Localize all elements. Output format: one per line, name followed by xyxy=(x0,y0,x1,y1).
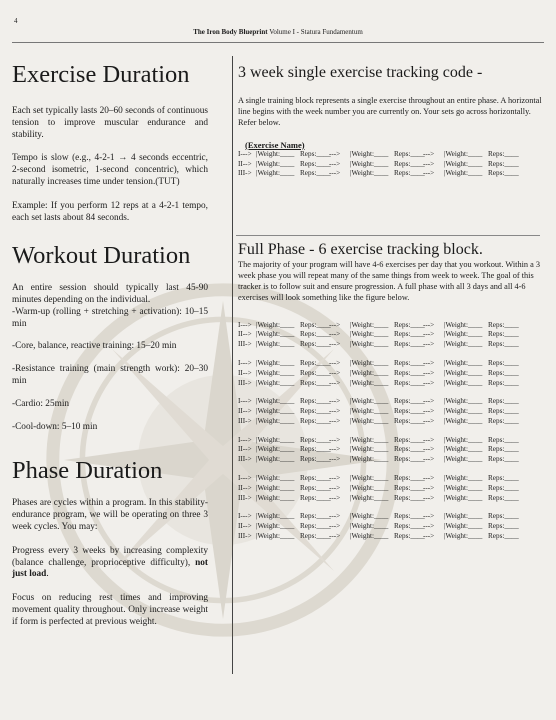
weight-field[interactable]: |Weight:____ xyxy=(444,368,483,377)
page-number: 4 xyxy=(14,17,18,25)
single-tracker-desc: A single training block represents a single exercise throughout an entire phase. A horizontal line begins with the week number you are currently on. Your sets go across horizontally. Refer below. xyxy=(238,96,542,127)
phase-duration-p2-end: . xyxy=(46,569,49,580)
workout-core: -Core, balance, reactive training: 15–20 min xyxy=(12,341,177,352)
reps-field[interactable]: Reps:____ xyxy=(300,416,331,425)
reps-field[interactable]: Reps:____ xyxy=(394,378,425,387)
reps-field[interactable]: Reps:____ xyxy=(488,330,519,339)
arrow-field: ---> xyxy=(329,493,341,502)
weight-field[interactable]: |Weight:____ xyxy=(350,340,389,349)
weight-field[interactable]: |Weight:____ xyxy=(350,149,389,158)
workout-cardio: -Cardio: 25min xyxy=(12,398,70,409)
weight-field[interactable]: |Weight:____ xyxy=(444,522,483,531)
tracker-row xyxy=(238,379,542,389)
reps-field[interactable]: Reps:____ xyxy=(488,169,519,178)
phase-duration-p2 xyxy=(12,546,208,581)
weight-field[interactable]: |Weight:____ xyxy=(350,522,389,531)
weight-field[interactable]: |Weight:____ xyxy=(256,368,295,377)
week-label: II--> xyxy=(238,159,252,168)
single-tracker-section xyxy=(238,64,542,179)
week-label: I---> xyxy=(238,512,252,521)
weight-field[interactable]: |Weight:____ xyxy=(444,340,483,349)
weight-field[interactable]: |Weight:____ xyxy=(256,407,295,416)
reps-field[interactable]: Reps:____ xyxy=(394,169,425,178)
weight-field[interactable]: |Weight:____ xyxy=(350,169,389,178)
reps-field[interactable]: Reps:____ xyxy=(300,340,331,349)
reps-field[interactable]: Reps:____ xyxy=(488,483,519,492)
reps-field[interactable]: Reps:____ xyxy=(300,532,331,541)
weight-field[interactable]: |Weight:____ xyxy=(444,474,483,483)
arrow-field: ---> xyxy=(423,397,435,406)
workout-resistance: -Resistance training (main strength work): 20–30 min xyxy=(12,364,208,387)
reps-field[interactable]: Reps:____ xyxy=(300,320,331,329)
reps-field[interactable]: Reps:____ xyxy=(300,483,331,492)
weight-field[interactable]: |Weight:____ xyxy=(256,493,295,502)
book-subtitle: Volume I - Statura Fundamentum xyxy=(269,28,363,36)
tracker-row xyxy=(238,494,542,504)
reps-field[interactable]: Reps:____ xyxy=(394,397,425,406)
full-phase-section xyxy=(238,241,542,551)
reps-field[interactable]: Reps:____ xyxy=(300,512,331,521)
arrow-field: ---> xyxy=(329,149,341,158)
weight-field[interactable]: |Weight:____ xyxy=(444,159,483,168)
reps-field[interactable]: Reps:____ xyxy=(394,407,425,416)
reps-field[interactable]: Reps:____ xyxy=(488,455,519,464)
arrow-field: ---> xyxy=(423,532,435,541)
weight-field[interactable]: |Weight:____ xyxy=(256,378,295,387)
week-label: III-> xyxy=(238,169,252,178)
tracker-row xyxy=(238,522,542,532)
reps-field[interactable]: Reps:____ xyxy=(300,378,331,387)
reps-field[interactable]: Reps:____ xyxy=(394,455,425,464)
header-rule xyxy=(12,42,544,43)
arrow-field: ---> xyxy=(329,340,341,349)
full-phase-desc: The majority of your program will have 4-6 exercises per day that you workout. Within a 3 week phase you will repeat many of the same things from week to week. The goal of this tracker is to follow suit and ensure progression. A full phase with all 3 days and all 4-6 exercises will look something like the figure below. xyxy=(238,260,541,302)
phase-duration-p3: Focus on reducing rest times and improving movement quality throughout. Only increase weight if form is perfected at previous weight. xyxy=(12,593,208,627)
reps-field[interactable]: Reps:____ xyxy=(300,330,331,339)
weight-field[interactable]: |Weight:____ xyxy=(256,435,295,444)
reps-field[interactable]: Reps:____ xyxy=(394,340,425,349)
section-rule xyxy=(236,235,540,236)
reps-field[interactable]: Reps:____ xyxy=(394,159,425,168)
reps-field[interactable]: Reps:____ xyxy=(300,397,331,406)
exercise-tracker-group xyxy=(238,321,542,350)
weight-field[interactable]: |Weight:____ xyxy=(256,397,295,406)
weight-field[interactable]: |Weight:____ xyxy=(444,445,483,454)
reps-field[interactable]: Reps:____ xyxy=(488,407,519,416)
tracker-row xyxy=(238,369,542,379)
weight-field[interactable]: |Weight:____ xyxy=(444,512,483,521)
arrow-field: ---> xyxy=(423,512,435,521)
exercise-duration-p2: Tempo is slow (e.g., 4-2-1 → 4 seconds eccentric, 2-second isometric, 1-second concentric), which naturally increases time under tension.(TUT) xyxy=(12,153,208,187)
weight-field[interactable]: |Weight:____ xyxy=(350,368,389,377)
weight-field[interactable]: |Weight:____ xyxy=(256,320,295,329)
column-divider xyxy=(232,56,233,674)
reps-field[interactable]: Reps:____ xyxy=(300,149,331,158)
week-label: II--> xyxy=(238,445,252,454)
arrow-field: ---> xyxy=(329,474,341,483)
arrow-field: ---> xyxy=(423,455,435,464)
arrow-field: ---> xyxy=(329,407,341,416)
weight-field[interactable]: |Weight:____ xyxy=(256,532,295,541)
arrow-field: ---> xyxy=(329,512,341,521)
week-label: III-> xyxy=(238,532,252,541)
week-label: II--> xyxy=(238,368,252,377)
week-label: II--> xyxy=(238,522,252,531)
full-phase-tracker xyxy=(238,321,542,542)
weight-field[interactable]: |Weight:____ xyxy=(256,416,295,425)
weight-field[interactable]: |Weight:____ xyxy=(350,397,389,406)
arrow-field: ---> xyxy=(329,378,341,387)
week-label: III-> xyxy=(238,493,252,502)
reps-field[interactable]: Reps:____ xyxy=(488,522,519,531)
reps-field[interactable]: Reps:____ xyxy=(300,435,331,444)
reps-field[interactable]: Reps:____ xyxy=(488,474,519,483)
arrow-field: ---> xyxy=(329,455,341,464)
arrow-field: ---> xyxy=(423,320,435,329)
weight-field[interactable]: |Weight:____ xyxy=(350,474,389,483)
exercise-duration-heading: Exercise Duration xyxy=(12,61,190,88)
weight-field[interactable]: |Weight:____ xyxy=(444,397,483,406)
exercise-tracker-group xyxy=(238,359,542,388)
phase-duration-heading: Phase Duration xyxy=(12,457,163,485)
week-label: III-> xyxy=(238,455,252,464)
weight-field[interactable]: |Weight:____ xyxy=(444,169,483,178)
arrow-field: ---> xyxy=(423,483,435,492)
tracker-row xyxy=(238,150,542,160)
arrow-field: ---> xyxy=(423,330,435,339)
reps-field[interactable]: Reps:____ xyxy=(488,532,519,541)
arrow-field: ---> xyxy=(329,330,341,339)
reps-field[interactable]: Reps:____ xyxy=(488,397,519,406)
reps-field[interactable]: Reps:____ xyxy=(394,445,425,454)
reps-field[interactable]: Reps:____ xyxy=(394,368,425,377)
arrow-field: ---> xyxy=(329,368,341,377)
weight-field[interactable]: |Weight:____ xyxy=(256,330,295,339)
reps-field[interactable]: Reps:____ xyxy=(394,435,425,444)
week-label: I---> xyxy=(238,149,252,158)
arrow-field: ---> xyxy=(329,169,341,178)
weight-field[interactable]: |Weight:____ xyxy=(444,493,483,502)
reps-field[interactable]: Reps:____ xyxy=(394,512,425,521)
reps-field[interactable]: Reps:____ xyxy=(300,493,331,502)
week-label: II--> xyxy=(238,483,252,492)
arrow-field: ---> xyxy=(423,407,435,416)
weight-field[interactable]: |Weight:____ xyxy=(350,455,389,464)
tracker-row xyxy=(238,474,542,484)
reps-field[interactable]: Reps:____ xyxy=(394,149,425,158)
workout-duration-heading: Workout Duration xyxy=(12,242,191,270)
reps-field[interactable]: Reps:____ xyxy=(488,435,519,444)
arrow-field: ---> xyxy=(329,483,341,492)
arrow-field: ---> xyxy=(423,474,435,483)
weight-field[interactable]: |Weight:____ xyxy=(350,435,389,444)
reps-field[interactable]: Reps:____ xyxy=(488,340,519,349)
reps-field[interactable]: Reps:____ xyxy=(488,320,519,329)
weight-field[interactable]: |Weight:____ xyxy=(256,340,295,349)
tracker-row xyxy=(238,436,542,446)
week-label: I---> xyxy=(238,320,252,329)
weight-field[interactable]: |Weight:____ xyxy=(444,435,483,444)
exercise-duration-p3: Example: If you perform 12 reps at a 4-2-1 tempo, each set lasts about 84 seconds. xyxy=(12,200,208,223)
reps-field[interactable]: Reps:____ xyxy=(394,532,425,541)
weight-field[interactable]: |Weight:____ xyxy=(350,483,389,492)
reps-field[interactable]: Reps:____ xyxy=(488,368,519,377)
book-title: The Iron Body Blueprint xyxy=(193,28,268,36)
single-tracker-block xyxy=(238,150,542,179)
reps-field[interactable]: Reps:____ xyxy=(488,149,519,158)
tracker-row xyxy=(238,417,542,427)
weight-field[interactable]: |Weight:____ xyxy=(350,159,389,168)
reps-field[interactable]: Reps:____ xyxy=(394,358,425,367)
weight-field[interactable]: |Weight:____ xyxy=(256,522,295,531)
tracker-row xyxy=(238,330,542,340)
arrow-field: ---> xyxy=(423,358,435,367)
arrow-field: ---> xyxy=(423,159,435,168)
reps-field[interactable]: Reps:____ xyxy=(394,522,425,531)
tracker-row xyxy=(238,359,542,369)
weight-field[interactable]: |Weight:____ xyxy=(444,149,483,158)
arrow-field: ---> xyxy=(329,397,341,406)
weight-field[interactable]: |Weight:____ xyxy=(256,445,295,454)
reps-field[interactable]: Reps:____ xyxy=(300,455,331,464)
reps-field[interactable]: Reps:____ xyxy=(300,159,331,168)
reps-field[interactable]: Reps:____ xyxy=(394,320,425,329)
weight-field[interactable]: |Weight:____ xyxy=(256,474,295,483)
weight-field[interactable]: |Weight:____ xyxy=(350,407,389,416)
tracker-row xyxy=(238,340,542,350)
arrow-field: ---> xyxy=(423,435,435,444)
weight-field[interactable]: |Weight:____ xyxy=(350,512,389,521)
full-phase-heading: Full Phase - 6 exercise tracking block. xyxy=(238,241,483,258)
weight-field[interactable]: |Weight:____ xyxy=(350,445,389,454)
weight-field[interactable]: |Weight:____ xyxy=(444,483,483,492)
weight-field[interactable]: |Weight:____ xyxy=(350,416,389,425)
tracker-row xyxy=(238,512,542,522)
weight-field[interactable]: |Weight:____ xyxy=(256,149,295,158)
reps-field[interactable]: Reps:____ xyxy=(394,330,425,339)
arrow-field: ---> xyxy=(329,445,341,454)
weight-field[interactable]: |Weight:____ xyxy=(444,378,483,387)
arrow-field: ---> xyxy=(329,532,341,541)
arrow-field: ---> xyxy=(423,340,435,349)
weight-field[interactable]: |Weight:____ xyxy=(350,378,389,387)
reps-field[interactable]: Reps:____ xyxy=(300,358,331,367)
reps-field[interactable]: Reps:____ xyxy=(488,445,519,454)
single-tracker-heading: 3 week single exercise tracking code - xyxy=(238,64,483,81)
reps-field[interactable]: Reps:____ xyxy=(488,512,519,521)
arrow-field: ---> xyxy=(423,378,435,387)
arrow-field: ---> xyxy=(329,522,341,531)
weight-field[interactable]: |Weight:____ xyxy=(444,455,483,464)
workout-cooldown: -Cool-down: 5–10 min xyxy=(12,421,98,432)
weight-field[interactable]: |Weight:____ xyxy=(444,330,483,339)
arrow-field: ---> xyxy=(423,368,435,377)
reps-field[interactable]: Reps:____ xyxy=(394,474,425,483)
week-label: III-> xyxy=(238,416,252,425)
weight-field[interactable]: |Weight:____ xyxy=(350,358,389,367)
tracker-row xyxy=(238,455,542,465)
exercise-tracker-group xyxy=(238,512,542,541)
weight-field[interactable]: |Weight:____ xyxy=(444,532,483,541)
tracker-row xyxy=(238,321,542,331)
reps-field[interactable]: Reps:____ xyxy=(300,169,331,178)
tracker-row xyxy=(238,407,542,417)
exercise-duration-p1: Each set typically lasts 20–60 seconds of continuous tension to improve muscular endurance and stability. xyxy=(12,105,208,140)
tracker-row xyxy=(238,160,542,170)
arrow-field: ---> xyxy=(423,149,435,158)
week-label: III-> xyxy=(238,340,252,349)
weight-field[interactable]: |Weight:____ xyxy=(444,320,483,329)
phase-duration-p2-bold: not just load xyxy=(12,557,208,580)
weight-field[interactable]: |Weight:____ xyxy=(256,159,295,168)
week-label: II--> xyxy=(238,330,252,339)
weight-field[interactable]: |Weight:____ xyxy=(256,512,295,521)
arrow-field: ---> xyxy=(329,416,341,425)
running-header xyxy=(0,28,556,36)
reps-field[interactable]: Reps:____ xyxy=(300,368,331,377)
weight-field[interactable]: |Weight:____ xyxy=(256,483,295,492)
week-label: I---> xyxy=(238,358,252,367)
arrow-field: ---> xyxy=(329,320,341,329)
tracker-row xyxy=(238,169,542,179)
tracker-row xyxy=(238,445,542,455)
reps-field[interactable]: Reps:____ xyxy=(488,493,519,502)
weight-field[interactable]: |Weight:____ xyxy=(444,407,483,416)
weight-field[interactable]: |Weight:____ xyxy=(350,330,389,339)
tracker-row xyxy=(238,484,542,494)
reps-field[interactable]: Reps:____ xyxy=(488,358,519,367)
workout-duration-intro: An entire session should typically last 45-90 minutes depending on the individual. xyxy=(12,283,208,306)
arrow-field: ---> xyxy=(329,358,341,367)
arrow-field: ---> xyxy=(423,493,435,502)
reps-field[interactable]: Reps:____ xyxy=(300,407,331,416)
arrow-field: ---> xyxy=(423,445,435,454)
reps-field[interactable]: Reps:____ xyxy=(488,378,519,387)
weight-field[interactable]: |Weight:____ xyxy=(444,416,483,425)
arrow-field: ---> xyxy=(423,522,435,531)
weight-field[interactable]: |Weight:____ xyxy=(350,532,389,541)
weight-field[interactable]: |Weight:____ xyxy=(256,169,295,178)
reps-field[interactable]: Reps:____ xyxy=(300,522,331,531)
exercise-name-label: (Exercise Name) xyxy=(245,139,305,150)
exercise-tracker-group xyxy=(238,397,542,426)
weight-field[interactable]: |Weight:____ xyxy=(350,493,389,502)
weight-field[interactable]: |Weight:____ xyxy=(444,358,483,367)
reps-field[interactable]: Reps:____ xyxy=(300,445,331,454)
reps-field[interactable]: Reps:____ xyxy=(394,416,425,425)
reps-field[interactable]: Reps:____ xyxy=(394,483,425,492)
weight-field[interactable]: |Weight:____ xyxy=(256,455,295,464)
arrow-field: ---> xyxy=(423,169,435,178)
reps-field[interactable]: Reps:____ xyxy=(488,416,519,425)
arrow-field: ---> xyxy=(329,159,341,168)
reps-field[interactable]: Reps:____ xyxy=(488,159,519,168)
left-column xyxy=(12,62,208,629)
tracker-row xyxy=(238,532,542,542)
week-label: I---> xyxy=(238,474,252,483)
week-label: II--> xyxy=(238,407,252,416)
reps-field[interactable]: Reps:____ xyxy=(394,493,425,502)
weight-field[interactable]: |Weight:____ xyxy=(256,358,295,367)
phase-duration-p2-text: Progress every 3 weeks by increasing complexity (balance challenge, proprioceptive difficulty), xyxy=(12,545,208,568)
arrow-field: ---> xyxy=(423,416,435,425)
arrow-field: ---> xyxy=(329,435,341,444)
week-label: III-> xyxy=(238,378,252,387)
exercise-tracker-group xyxy=(238,436,542,465)
reps-field[interactable]: Reps:____ xyxy=(300,474,331,483)
week-label: I---> xyxy=(238,397,252,406)
week-label: I---> xyxy=(238,435,252,444)
exercise-tracker-group xyxy=(238,474,542,503)
weight-field[interactable]: |Weight:____ xyxy=(350,320,389,329)
tracker-row xyxy=(238,397,542,407)
workout-warmup: -Warm-up (rolling + stretching + activation): 10–15 min xyxy=(12,306,208,329)
phase-duration-p1: Phases are cycles within a program. In this stability-endurance program, we will be operating on three 3 week cycles. You may: xyxy=(12,498,208,532)
